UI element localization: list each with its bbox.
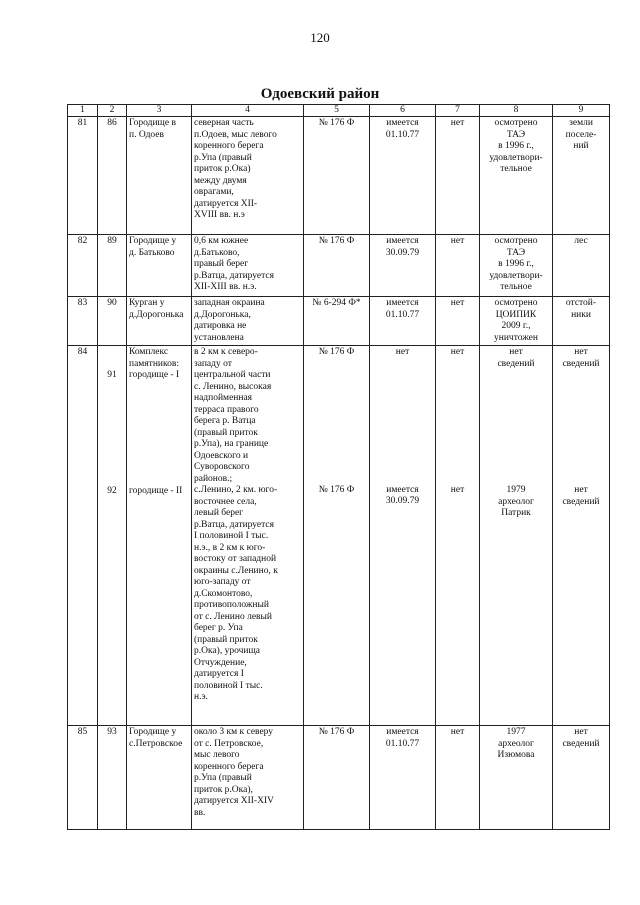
land-category: лес bbox=[553, 235, 610, 297]
section-title: Одоевский район bbox=[260, 86, 380, 102]
location-dating: 0,6 км южнее д.Батьково, правый берег р.Ватца, датируется XII-XIII вв. н.э. bbox=[192, 235, 304, 297]
column-header: 6 bbox=[370, 105, 436, 117]
inspection-state: осмотрено ТАЭ в 1996 г., удовлетвори- тельное bbox=[480, 117, 553, 235]
registry-number: 86 bbox=[98, 117, 127, 235]
column-header: 8 bbox=[480, 105, 553, 117]
protection-zone: нет bbox=[436, 297, 480, 346]
row-number: 83 bbox=[68, 297, 98, 346]
inspection-state: осмотрено ТАЭ в 1996 г., удовлетвори- тельное bbox=[480, 235, 553, 297]
table-row-complex bbox=[68, 346, 610, 726]
column-header: 1 bbox=[68, 105, 98, 117]
column-header: 9 bbox=[553, 105, 610, 117]
table-row bbox=[68, 117, 610, 235]
monument-name: городище - II bbox=[129, 485, 183, 496]
monument-name: Курган у д.Дорогонька bbox=[127, 297, 192, 346]
registry-number: 89 bbox=[98, 235, 127, 297]
registry-number: 93 bbox=[98, 726, 127, 830]
protection-zone-cell bbox=[436, 346, 480, 726]
row-number: 82 bbox=[68, 235, 98, 297]
inspection-state: нет сведений bbox=[497, 347, 535, 369]
registry-number-cell bbox=[98, 346, 127, 726]
inspection-state: осмотрено ЦОИПИК 2009 г., уничтожен bbox=[480, 297, 553, 346]
inspection-state: 1979 археолог Патрик bbox=[498, 485, 534, 518]
monument-name-cell bbox=[127, 346, 192, 726]
passport-status: имеется 01.10.77 bbox=[370, 117, 436, 235]
monument-name: Городище у с.Петровское bbox=[127, 726, 192, 830]
column-header: 4 bbox=[192, 105, 304, 117]
column-header: 3 bbox=[127, 105, 192, 117]
protection-document: № 176 Ф bbox=[304, 235, 370, 297]
table-row bbox=[68, 235, 610, 297]
table-header-row bbox=[68, 105, 610, 117]
land-category: нет сведений bbox=[562, 485, 600, 507]
monument-name: Городище у д. Батьково bbox=[127, 235, 192, 297]
location-dating: западная окраина д.Дорогонька, датировка не установлена bbox=[192, 297, 304, 346]
passport-status: имеется 01.10.77 bbox=[370, 297, 436, 346]
location-dating: с.Ленино, 2 км. юго- восточнее села, левый берег р.Ватца, датируется I половиной I тыс. н.э., в 2 км к юго- востоку от западной окраины с.Ленино, к юго-западу от д.Скомонтово, противоположный от с. Ленино левый берег р. Упа (правый приток р.Ока), урочища Отчуждение, датируется I половиной I тыс. н.э. bbox=[194, 485, 278, 702]
land-category: земли поселе- ний bbox=[553, 117, 610, 235]
protection-zone: нет bbox=[436, 117, 480, 235]
column-header: 5 bbox=[304, 105, 370, 117]
column-header: 2 bbox=[98, 105, 127, 117]
location-dating: северная часть п.Одоев, мыс левого коренного берега р.Упа (правый приток р.Ока) между двумя оврагами, датируется XII- XVIII вв. н.э bbox=[192, 117, 304, 235]
passport-status: нет bbox=[395, 347, 410, 357]
protection-zone: нет bbox=[436, 726, 480, 830]
land-category: отстой- ники bbox=[553, 297, 610, 346]
location-dating: в 2 км к северо- западу от центральной части с. Ленино, высокая надпойменная терраса правого берега р. Ватца (правый приток р.Упа), на границе Одоевского и Суворовского районов.; bbox=[194, 347, 272, 484]
table-row bbox=[68, 297, 610, 346]
land-category: нет сведений bbox=[553, 726, 610, 830]
monuments-table bbox=[67, 104, 610, 830]
passport-status-cell bbox=[370, 346, 436, 726]
row-number: 84 bbox=[68, 346, 98, 726]
passport-status: имеется 30.09.79 bbox=[385, 484, 420, 506]
location-dating-cell bbox=[192, 346, 304, 726]
location-dating: около 3 км к северу от с. Петровское, мыс левого коренного берега р.Упа (правый приток р.Ока), датируется XII-XIV вв. bbox=[192, 726, 304, 830]
page-number: 120 bbox=[310, 30, 330, 45]
complex-title: Комплекс памятников: bbox=[129, 347, 180, 369]
land-category-cell bbox=[553, 346, 610, 726]
registry-number: 90 bbox=[98, 297, 127, 346]
table-row bbox=[68, 726, 610, 830]
protection-document: № 176 Ф bbox=[318, 347, 355, 357]
inspection-state: 1977 археолог Изюмова bbox=[480, 726, 553, 830]
protection-document-cell bbox=[304, 346, 370, 726]
monument-name: Городище в п. Одоев bbox=[127, 117, 192, 235]
protection-document: № 176 Ф bbox=[304, 726, 370, 830]
protection-document: № 176 Ф bbox=[304, 117, 370, 235]
registry-number: 92 bbox=[107, 485, 117, 496]
protection-document: № 6-294 Ф* bbox=[304, 297, 370, 346]
column-header: 7 bbox=[436, 105, 480, 117]
registry-number: 91 bbox=[107, 370, 117, 380]
passport-status: имеется 30.09.79 bbox=[370, 235, 436, 297]
monument-name: городище - I bbox=[129, 370, 180, 380]
protection-zone: нет bbox=[436, 235, 480, 297]
protection-document: № 176 Ф bbox=[318, 484, 355, 495]
passport-status: имеется 01.10.77 bbox=[370, 726, 436, 830]
land-category: нет сведений bbox=[562, 347, 600, 369]
row-number: 85 bbox=[68, 726, 98, 830]
inspection-state-cell bbox=[480, 346, 553, 726]
row-number: 81 bbox=[68, 117, 98, 235]
protection-zone: нет bbox=[450, 484, 465, 495]
protection-zone: нет bbox=[450, 347, 465, 357]
